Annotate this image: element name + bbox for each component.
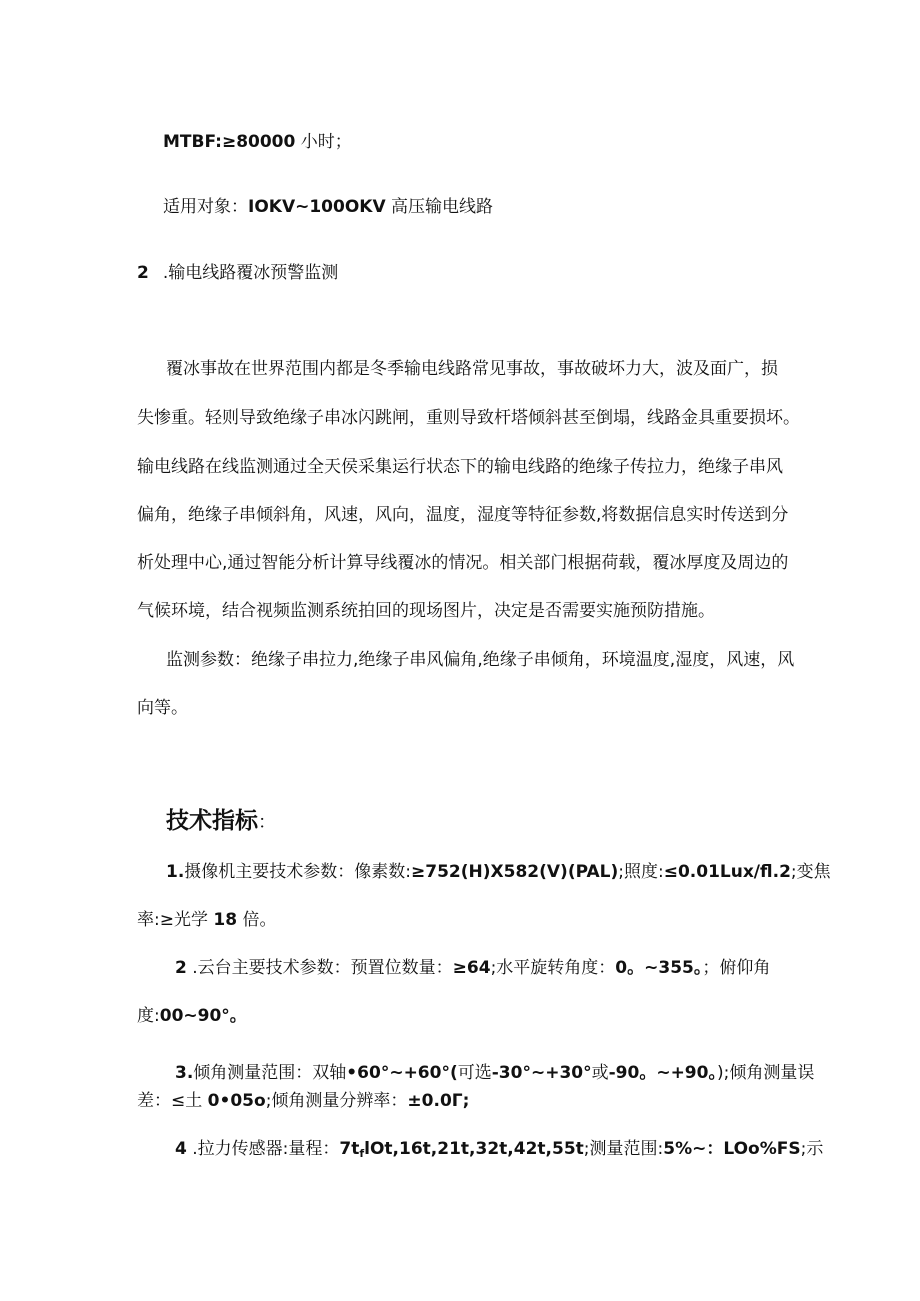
tilt-resolution-label: ;倾角测量分辨率： bbox=[265, 1091, 408, 1111]
tension-range-a: 7t bbox=[339, 1139, 360, 1159]
paragraph-line-1: 覆冰事故在世界范围内都是冬季输电线路常见事故，事故破坏力大，波及面广，损 bbox=[166, 359, 778, 379]
applies-label: 适用对象： bbox=[163, 197, 248, 217]
tech-heading-colon: ： bbox=[258, 812, 276, 833]
ptz-spec-line-2 bbox=[137, 1004, 247, 1028]
tilt-text-3: 或 bbox=[591, 1063, 609, 1083]
camera-zoom-value: 18 bbox=[213, 910, 238, 930]
ptz-preset: ≥64 bbox=[452, 958, 491, 978]
paragraph-line-5: 析处理中心,通过智能分析计算导线覆冰的情况。相关部门根据荷载，覆冰厚度及周边的 bbox=[137, 553, 789, 573]
tension-text-2: ;测量范围: bbox=[583, 1139, 664, 1159]
ptz-horizontal: 0。~355。 bbox=[615, 958, 703, 978]
section-2-title: .输电线路覆冰预警监测 bbox=[162, 263, 339, 283]
ptz-text-3: ；俯仰角 bbox=[702, 958, 771, 978]
ptz-tilt-value: 00~90°。 bbox=[159, 1006, 247, 1026]
monitor-line-2: 向等。 bbox=[137, 698, 188, 718]
mtbf-line bbox=[163, 130, 352, 154]
camera-num: 1. bbox=[166, 862, 185, 882]
tension-range-sub: f bbox=[359, 1147, 365, 1160]
tilt-error-label: 差：≤土 bbox=[137, 1091, 208, 1111]
camera-zoom-label: 率:≥光学 bbox=[137, 910, 214, 930]
tilt-range: •60°~+60°( bbox=[346, 1063, 458, 1083]
tilt-text-2: 可选 bbox=[457, 1063, 492, 1083]
tilt-spec-line-2 bbox=[137, 1089, 469, 1113]
tilt-range-opt2: -90。~+90。 bbox=[608, 1063, 717, 1083]
tilt-num: 3. bbox=[175, 1063, 194, 1083]
tension-text-1: .拉力传感器:量程： bbox=[186, 1139, 340, 1159]
camera-spec-line-2 bbox=[137, 908, 276, 932]
paragraph-line-2: 失惨重。轻则导致绝缘子串冰闪跳闸，重则导致杆塔倾斜甚至倒塌，线路金具重要损坏。 bbox=[137, 408, 800, 428]
tilt-error-value: 0•05o bbox=[207, 1091, 266, 1111]
camera-text-3: ;变焦 bbox=[790, 862, 831, 882]
camera-spec-line-1 bbox=[166, 860, 831, 884]
tilt-text-1: 倾角测量范围：双轴 bbox=[193, 1063, 347, 1083]
paragraph-line-4: 偏角，绝缘子串倾斜角，风速，风向，温度，湿度等特征参数,将数据信息实时传送到分 bbox=[137, 505, 789, 525]
paragraph-line-6: 气候环境，结合视频监测系统拍回的现场图片，决定是否需要实施预防措施。 bbox=[137, 601, 715, 621]
camera-text-2: ;照度: bbox=[618, 862, 664, 882]
camera-text-1: 摄像机主要技术参数：像素数: bbox=[184, 862, 412, 882]
paragraph-line-3: 输电线路在线监测通过全天侯采集运行状态下的输电线路的绝缘子传拉力，绝缘子串风 bbox=[137, 457, 783, 477]
camera-zoom-unit: 倍。 bbox=[237, 910, 277, 930]
camera-lux: ≤0.01Lux/fl.2 bbox=[663, 862, 791, 882]
section-2-heading bbox=[137, 261, 338, 285]
tension-num: 4 bbox=[175, 1139, 187, 1159]
tilt-range-opt1: -30°~+30° bbox=[491, 1063, 592, 1083]
ptz-tilt-label: 度: bbox=[137, 1006, 160, 1026]
ptz-text-2: ;水平旋转角度： bbox=[490, 958, 616, 978]
ptz-spec-line-1 bbox=[175, 956, 770, 980]
applies-line bbox=[163, 195, 493, 219]
tension-spec-line-1 bbox=[175, 1137, 823, 1161]
tech-heading bbox=[166, 806, 276, 838]
tension-range-b: lOt,16t,21t,32t,42t,55t bbox=[364, 1139, 584, 1159]
tilt-spec-line-1 bbox=[175, 1061, 814, 1085]
tilt-text-4: );倾角测量误 bbox=[716, 1063, 815, 1083]
tension-measure: 5%~：LOo%FS bbox=[663, 1139, 801, 1159]
applies-value: IOKV~100OKV bbox=[248, 197, 386, 217]
tilt-resolution-value: ±0.0Γ; bbox=[407, 1091, 470, 1111]
applies-tail: 高压输电线路 bbox=[385, 197, 494, 217]
section-2-number: 2 bbox=[137, 263, 149, 283]
ptz-num: 2 bbox=[175, 958, 187, 978]
monitor-line-1: 监测参数：绝缘子串拉力,绝缘子串风偏角,绝缘子串倾角，环境温度,湿度，风速，风 bbox=[166, 650, 795, 670]
mtbf-unit: 小时； bbox=[295, 132, 352, 152]
tech-heading-text: 技术指标 bbox=[166, 808, 258, 834]
tension-text-3: ;示 bbox=[800, 1139, 824, 1159]
ptz-text-1: .云台主要技术参数：预置位数量： bbox=[186, 958, 453, 978]
camera-pixels: ≥752(H)X582(V)(PAL) bbox=[411, 862, 619, 882]
mtbf-label: MTBF:≥80000 bbox=[163, 132, 296, 152]
